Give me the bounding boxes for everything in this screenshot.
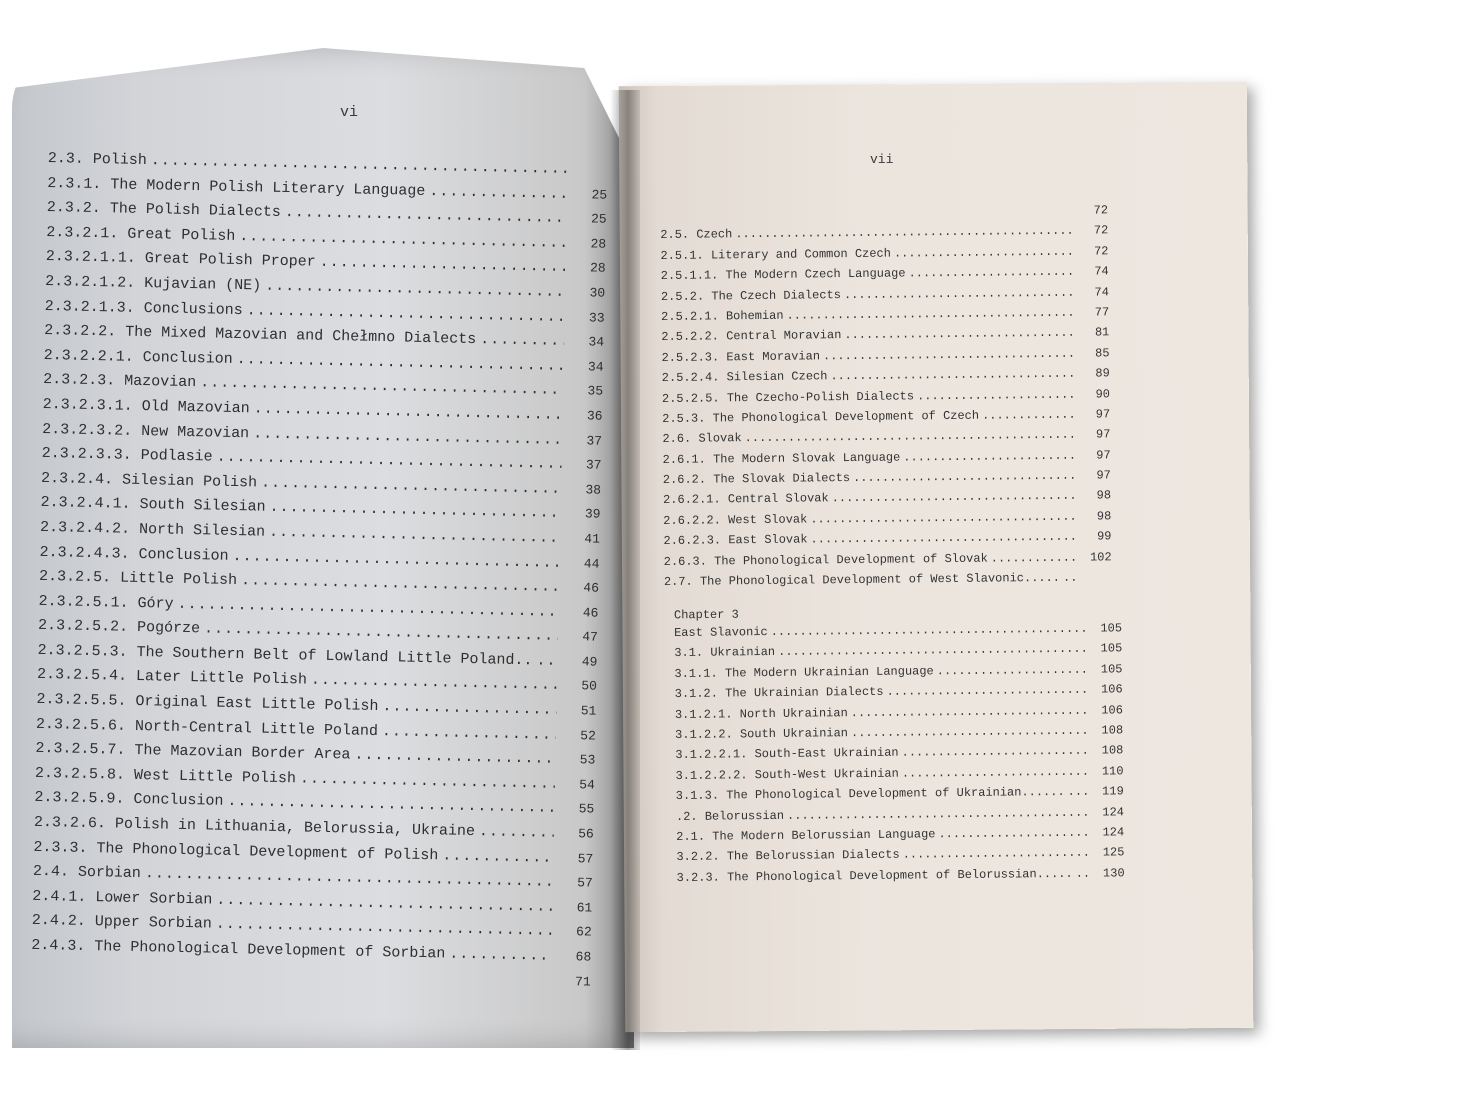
toc-entry-page: 56: [578, 826, 594, 842]
toc-leader-dots: [479, 823, 554, 842]
toc-entry-page: 25: [590, 211, 607, 227]
toc-entry-title: 2.3.1. The Modern Polish Literary Language: [47, 174, 426, 200]
toc-entry-page: 130: [1102, 865, 1125, 881]
toc-entry-page: 97: [1096, 447, 1111, 463]
toc-entry-title: 2.3. Polish: [47, 150, 148, 170]
toc-entry-page: 98: [1096, 488, 1112, 503]
toc-entry-title: 2.5.1.1. The Modern Czech Language: [660, 266, 906, 284]
toc-entry-title: 2.3.2.3.3. Podlasie: [41, 445, 213, 466]
toc-leader-dots: [354, 747, 555, 768]
toc-leader-dots: [902, 764, 1091, 780]
toc-entry-page: 52: [580, 727, 597, 744]
toc-leader-dots: [908, 265, 1075, 281]
toc-leader-dots: [937, 662, 1090, 678]
toc-entry-page: 35: [587, 383, 604, 400]
toc-entry-page: 71: [574, 973, 591, 990]
left-toc: [30, 150, 607, 998]
toc-leader-dots: [917, 387, 1077, 403]
toc-entry-page: 28: [589, 260, 606, 277]
toc-entry-page: 105: [1100, 641, 1123, 656]
toc-entry-title: 2.5.2.2. Central Moravian: [661, 328, 842, 345]
toc-entry-page: 124: [1102, 804, 1125, 820]
toc-leader-dots: [991, 550, 1079, 565]
toc-leader-dots: [786, 306, 1076, 323]
toc-entry-title: 2.6.2.3. East Slovak: [663, 532, 808, 549]
toc-entry-page: 97: [1095, 407, 1111, 422]
toc-entry-page: 34: [588, 334, 605, 350]
toc-leader-dots: [745, 428, 1078, 445]
toc-entry-page: [572, 173, 608, 174]
toc-entry-title: 2.6.2.2. West Slovak: [663, 512, 808, 528]
toc-entry-page: 74: [1094, 264, 1109, 279]
toc-entry-title: 3.1.2.1. North Ukrainian: [674, 705, 848, 722]
toc-entry-title: 2.3.2.2.1. Conclusion: [43, 346, 233, 368]
book-gutter: [610, 90, 640, 1050]
toc-entry-title: 2.6. Slovak: [662, 431, 742, 447]
toc-entry-title: 2.3.2.3.2. New Mazovian: [41, 420, 250, 442]
toc-entry-title: 2.4.2. Upper Sorbian: [31, 912, 213, 934]
toc-leader-dots: [886, 683, 1089, 699]
toc-entry-title: 2.6.2. The Slovak Dialects: [662, 471, 851, 488]
toc-entry-page: 105: [1100, 621, 1123, 636]
toc-entry-page: 50: [581, 678, 598, 695]
toc-entry-page: 53: [579, 752, 596, 768]
toc-entry-title: .2. Belorussian: [675, 808, 785, 824]
toc-leader-dots: [894, 244, 1076, 260]
toc-entry-page: 25: [591, 186, 608, 203]
toc-entry-page: 108: [1101, 743, 1124, 758]
toc-entry-page: 49: [581, 654, 598, 670]
toc-entry-page: 57: [577, 850, 594, 867]
toc-entry-title: 2.3.2.5.7. The Mazovian Border Area: [35, 740, 351, 764]
toc-leader-dots: [449, 946, 551, 965]
toc-entry-title: 2.3.3. The Phonological Development of Polish: [33, 838, 439, 864]
toc-entry-title: 3.2.3. The Phonological Development of Belorussian.....: [676, 866, 1073, 885]
toc-entry-title: 2.3.2.5.9. Conclusion: [34, 789, 224, 811]
toc-entry-title: 2.3.2.1.3. Conclusions: [44, 297, 243, 319]
toc-leader-dots: [382, 698, 556, 719]
toc-leader-dots: [735, 224, 1075, 242]
chapter-toc: [674, 621, 1125, 891]
toc-leader-dots: [844, 285, 1076, 301]
toc-leader-dots: [1076, 866, 1092, 880]
toc-entry-title: 2.5.2.3. East Moravian: [661, 349, 821, 365]
toc-entry-title: 2.3.2.1.1. Great Polish Proper: [45, 248, 316, 272]
toc-entry-page: 74: [1094, 284, 1109, 300]
toc-entry-title: 2.7. The Phonological Development of West Slavonic.....: [663, 570, 1061, 590]
toc-leader-dots: [853, 469, 1078, 485]
toc-entry-page: 90: [1095, 386, 1111, 401]
toc-entry-title: 3.1.2.2. South Ukrainian: [675, 726, 849, 742]
toc-entry-title: 2.6.2.1. Central Slovak: [662, 491, 829, 508]
toc-entry-page: 72: [1093, 203, 1109, 218]
toc-entry-title: 2.4.1. Lower Sorbian: [32, 887, 213, 909]
toc-entry-title: 2.6.1. The Modern Slovak Language: [662, 450, 901, 467]
toc-entry-page: 89: [1095, 366, 1110, 381]
toc-leader-dots: [787, 805, 1091, 822]
toc-leader-dots: [382, 723, 556, 744]
toc-leader-dots: [1063, 571, 1079, 585]
toc-entry-title: 2.3.2. The Polish Dialects: [46, 199, 281, 222]
toc-entry-page: 57: [576, 875, 593, 891]
toc-entry-title: 2.4.3. The Phonological Development of Sorbian: [31, 936, 446, 963]
toc-entry-page: 46: [583, 580, 600, 596]
toc-leader-dots: [778, 642, 1089, 659]
toc-leader-dots: [536, 652, 557, 669]
toc-entry-page: 38: [585, 482, 602, 498]
toc-entry-page: 106: [1101, 702, 1123, 718]
toc-entry-page: 97: [1095, 427, 1111, 442]
toc-entry-title: 2.5.2.5. The Czecho-Polish Dialects: [661, 388, 915, 406]
left-page-number: vi: [340, 104, 359, 121]
toc-entry-page: 125: [1102, 845, 1125, 860]
right-toc: [660, 203, 1112, 595]
toc-leader-dots: [903, 448, 1077, 464]
toc-entry-page: 99: [1096, 529, 1112, 544]
toc-entry-title: 2.3.2.3. Mazovian: [43, 371, 197, 392]
toc-entry-page: 68: [575, 949, 592, 965]
toc-entry-title: 2.3.2.5.6. North-Central Little Poland: [35, 715, 379, 740]
toc-entry-page: 30: [589, 285, 606, 301]
toc-entry-page: 37: [585, 457, 602, 473]
toc-entry-page: 72: [1093, 223, 1109, 238]
toc-entry-page: 37: [586, 432, 603, 449]
toc-entry-title: 3.1. Ukrainian: [674, 645, 776, 661]
toc-leader-dots: [810, 509, 1078, 526]
toc-entry-page: 119: [1102, 784, 1124, 799]
toc-entry-title: 2.3.2.2. The Mixed Mazovian and Chełmno Dialects: [44, 322, 477, 349]
toc-entry-page: 41: [584, 531, 601, 547]
toc-entry-page: 106: [1101, 682, 1123, 697]
toc-entry-title: 2.3.2.4.2. North Silesian: [39, 518, 266, 541]
toc-entry-title: 2.3.2.5.5. Original East Little Polish: [36, 690, 379, 716]
toc-entry-page: 77: [1094, 305, 1110, 320]
toc-leader-dots: [771, 622, 1090, 639]
toc-entry-page: 108: [1101, 723, 1124, 738]
toc-entry-page: 105: [1100, 662, 1123, 677]
toc-entry-title: 2.5. Czech: [660, 227, 733, 243]
toc-entry-title: 3.1.1. The Modern Ukrainian Language: [674, 664, 934, 681]
toc-leader-dots: [844, 326, 1076, 342]
toc-entry-title: 3.1.2.2.1. South-East Ukrainian: [675, 745, 899, 763]
toc-entry-page: 85: [1095, 346, 1110, 361]
toc-entry-title: 2.3.2.4.1. South Silesian: [40, 494, 266, 516]
toc-entry-page: 54: [579, 777, 595, 793]
toc-entry-page: 72: [1093, 244, 1109, 259]
toc-leader-dots: [823, 346, 1077, 363]
toc-entry-title: 2.5.2.1. Bohemian: [661, 308, 784, 324]
toc-entry-page: 44: [583, 555, 600, 572]
toc-leader-dots: [810, 530, 1078, 547]
chapter-heading: Chapter 3: [673, 607, 739, 623]
toc-leader-dots: [903, 846, 1092, 862]
toc-entry-page: 110: [1101, 764, 1124, 779]
toc-entry-title: 2.3.2.4. Silesian Polish: [40, 469, 258, 492]
toc-entry-page: 98: [1096, 509, 1112, 524]
toc-leader-dots: [442, 847, 553, 866]
toc-entry-title: 2.3.2.4.3. Conclusion: [39, 543, 229, 565]
toc-entry-title: 2.6.3. The Phonological Development of Slovak: [663, 551, 988, 569]
toc-entry-title: 2.1. The Modern Belorussian Language: [676, 827, 936, 844]
toc-entry-title: 2.3.2.5.8. West Little Polish: [34, 764, 297, 788]
toc-entry-title: 2.5.1. Literary and Common Czech: [660, 246, 891, 263]
toc-entry-page: 55: [578, 801, 595, 818]
toc-entry-title: 3.1.2.2.2. South-West Ukrainian: [675, 766, 899, 783]
toc-entry-title: 2.5.2. The Czech Dialects: [660, 287, 842, 304]
toc-entry-title: 2.4. Sorbian: [32, 863, 142, 883]
toc-leader-dots: [429, 183, 567, 203]
toc-entry-page: 81: [1094, 325, 1110, 340]
toc-entry-title: 2.3.2.5.1. Góry: [38, 592, 174, 613]
toc-leader-dots: [938, 826, 1091, 842]
toc-leader-dots: [851, 703, 1090, 720]
toc-entry-title: 2.3.2.5. Little Polish: [38, 568, 238, 590]
toc-entry-title: 2.3.2.3.1. Old Mazovian: [42, 395, 250, 418]
toc-entry-title: 2.5.2.4. Silesian Czech: [661, 369, 828, 386]
toc-leader-dots: [480, 331, 564, 350]
toc-entry-page: 46: [582, 604, 599, 621]
toc-leader-dots: [902, 744, 1091, 760]
toc-entry-page: 36: [586, 408, 603, 424]
toc-entry-page: 62: [575, 924, 592, 940]
toc-entry-title: 2.3.2.6. Polish in Lithuania, Belorussia, Ukraine: [33, 813, 476, 841]
toc-leader-dots: [830, 367, 1076, 384]
toc-entry-title: 2.3.2.5.2. Pogórze: [37, 617, 201, 638]
toc-entry-page: 97: [1096, 468, 1111, 483]
toc-entry-title: East Slavonic: [674, 625, 768, 640]
toc-entry-page: 51: [580, 703, 597, 719]
toc-entry-page: 47: [582, 629, 599, 645]
right-page-number: vii: [870, 152, 894, 167]
toc-entry-title: 3.1.2. The Ukrainian Dialects: [674, 684, 884, 702]
toc-entry-page: 61: [576, 900, 593, 916]
toc-entry-page: 33: [588, 309, 605, 326]
toc-entry-page: 34: [587, 359, 604, 375]
toc-entry-title: 2.3.2.1.2. Kujavian (NE): [45, 272, 262, 295]
toc-entry-title: 2.3.2.5.4. Later Little Polish: [36, 666, 308, 690]
toc-entry-page: 124: [1102, 825, 1125, 840]
toc-entry-title: 2.5.3. The Phonological Development of Czech: [662, 408, 980, 426]
toc-entry-page: 102: [1089, 549, 1112, 565]
toc-entry-title: 2.3.2.1. Great Polish: [46, 223, 236, 245]
toc-entry-page: 28: [590, 236, 607, 252]
toc-leader-dots: [1068, 785, 1091, 799]
toc-entry-title: 2.3.2.5.3. The Southern Belt of Lowland Little Poland..: [37, 641, 533, 670]
toc-entry-page: 39: [584, 506, 601, 522]
toc-leader-dots: [832, 489, 1078, 506]
toc-leader-dots: [851, 724, 1090, 741]
toc-entry-title: 3.1.3. The Phonological Development of Ukrainian......: [675, 785, 1065, 804]
toc-leader-dots: [982, 408, 1077, 423]
toc-entry-title: 3.2.2. The Belorussian Dialects: [676, 847, 900, 865]
